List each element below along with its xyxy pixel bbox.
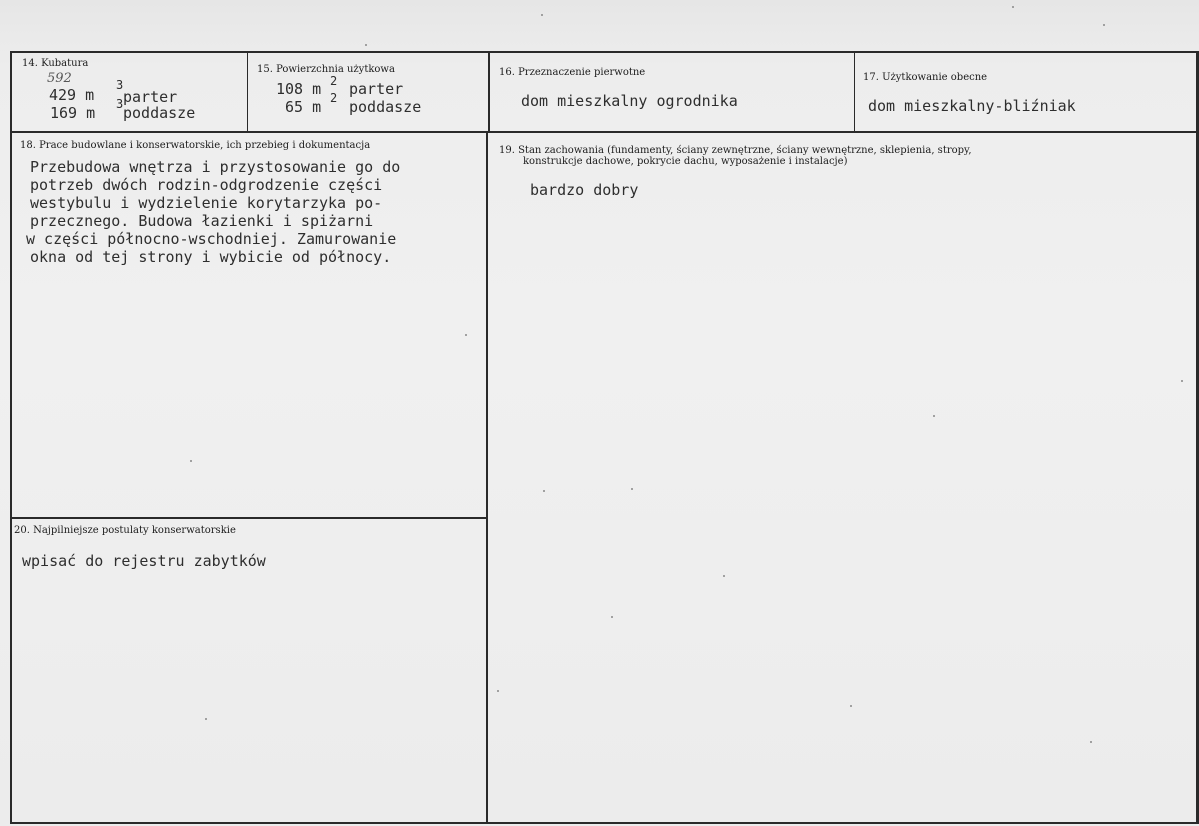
box14-row2-exponent: 3 (116, 97, 124, 111)
scan-speck (611, 616, 613, 618)
box18-label: 18. Prace budowlane i konserwatorskie, ich przebieg i dokumentacja (20, 140, 371, 151)
bottom-rule (10, 822, 1199, 824)
scan-speck (1012, 6, 1014, 8)
box15-row1-exponent: 2 (330, 74, 338, 88)
col-divider-18-19 (486, 131, 488, 824)
scan-speck (1181, 380, 1183, 382)
box19-label-line1: 19. Stan zachowania (fundamenty, ściany zewnętrzne, ściany wewnętrzne, sklepienia, stropy, (499, 145, 972, 156)
scan-speck (497, 690, 499, 692)
scan-speck (365, 44, 367, 46)
box19-value: bardzo dobry (530, 181, 639, 199)
box18-line-2: potrzeb dwóch rodzin-odgrodzenie części (30, 176, 383, 194)
box16-label: 16. Przeznaczenie pierwotne (499, 67, 646, 78)
box15-label: 15. Powierzchnia użytkowa (257, 64, 395, 75)
box20-value: wpisać do rejestru zabytków (22, 552, 266, 570)
col-divider-16-17 (854, 51, 855, 133)
box17-label: 17. Użytkowanie obecne (863, 72, 988, 83)
box14-row1-value: 429 m (49, 86, 95, 104)
scan-speck (543, 490, 545, 492)
col-divider-15-16 (488, 51, 490, 133)
box14-row1-exponent: 3 (116, 78, 124, 92)
box19-label-line2: konstrukcje dachowe, pokrycie dachu, wyposażenie i instalacje) (523, 156, 848, 167)
box18-bottom-rule (10, 517, 486, 519)
box17-value: dom mieszkalny-bliźniak (868, 97, 1076, 115)
box15-row2-desc: poddasze (349, 98, 422, 116)
box14-row1-desc: parter (123, 88, 178, 106)
scan-speck (1090, 741, 1092, 743)
scan-speck (631, 488, 633, 490)
box14-row2-value: 169 m (50, 104, 96, 122)
box15-row1-value: 108 m (276, 80, 322, 98)
box15-row2-exponent: 2 (330, 91, 338, 105)
scan-speck (541, 14, 543, 16)
box18-line-3: westybulu i wydzielenie korytarzyka po- (30, 194, 383, 212)
scan-speck (1103, 24, 1105, 26)
row1-bottom-rule (10, 131, 1199, 133)
left-rule (10, 51, 12, 824)
box18-line-6: okna od tej strony i wybicie od północy. (30, 248, 392, 266)
scan-speck (190, 460, 192, 462)
scan-speck (933, 415, 935, 417)
scan-speck (850, 705, 852, 707)
scan-speck (723, 575, 725, 577)
box14-handwritten-note: 592 (47, 71, 72, 86)
box15-row2-value: 65 m (285, 98, 322, 116)
box18-line-4: przecznego. Budowa łazienki i spiżarni (30, 212, 374, 230)
top-rule (10, 51, 1199, 53)
box18-line-5: w części północno-wschodniej. Zamurowanie (26, 230, 397, 248)
scan-speck (465, 334, 467, 336)
box14-row2-desc: poddasze (123, 104, 196, 122)
col-divider-14-15 (247, 51, 248, 133)
box16-value: dom mieszkalny ogrodnika (521, 92, 738, 110)
box20-label: 20. Najpilniejsze postulaty konserwatorskie (14, 525, 236, 536)
box18-line-1: Przebudowa wnętrza i przystosowanie go do (30, 158, 401, 176)
scan-speck (205, 718, 207, 720)
box15-row1-desc: parter (349, 80, 404, 98)
box14-label: 14. Kubatura (22, 58, 89, 69)
